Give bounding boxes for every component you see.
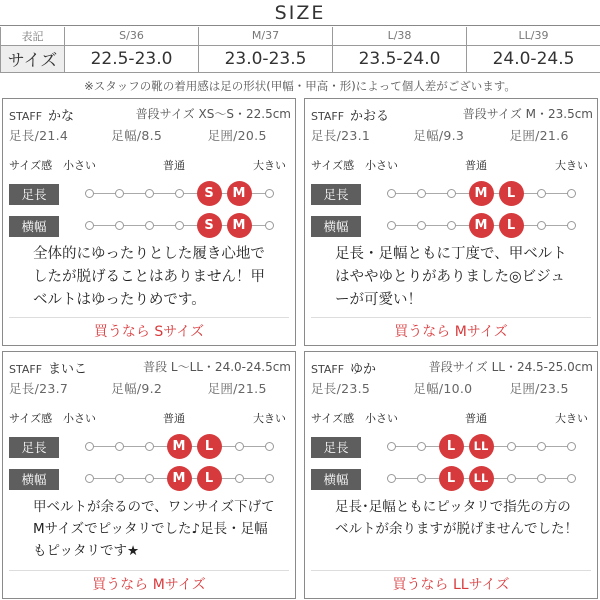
scale-big: 大きい — [555, 412, 588, 425]
scale-dot — [85, 189, 94, 198]
recommend-size: 買うなら Mサイズ — [92, 577, 206, 593]
staff-name: まいこ — [48, 362, 88, 377]
scale-dot — [265, 189, 274, 198]
scale-dot — [387, 442, 396, 451]
staff-tag: STAFF — [311, 363, 345, 376]
scale-title: サイズ感 — [9, 412, 53, 425]
size-mark: LL — [469, 434, 494, 459]
scale-big: 大きい — [253, 159, 286, 172]
size-mark: LL — [469, 466, 494, 491]
scale-mid: 普通 — [465, 412, 487, 425]
divider — [311, 317, 591, 318]
size-mark: L — [439, 466, 464, 491]
scale-title: サイズ感 — [9, 159, 53, 172]
staff-tag: STAFF — [9, 363, 43, 376]
foot-measurements — [311, 126, 593, 144]
scale-dot — [265, 442, 274, 451]
scale-header — [305, 157, 597, 173]
staff-comment: 甲ベルトが余るので、ワンサイズ下げてMサイズでピッタリでした♪足長・足幅もピッタリです★ — [33, 499, 275, 559]
size-code: M/37 — [199, 27, 333, 45]
foot-measurements — [9, 379, 291, 397]
scale-dot — [115, 442, 124, 451]
foot-width: 足幅/10.0 — [413, 381, 473, 396]
scale-dot — [85, 474, 94, 483]
staff-panel — [2, 98, 296, 346]
scale-dot — [115, 221, 124, 230]
recommend-size: 買うなら Sサイズ — [93, 324, 205, 340]
size-mark: M — [227, 213, 252, 238]
scale-dot — [85, 442, 94, 451]
divider — [9, 570, 289, 571]
width-scale — [3, 466, 295, 492]
size-code: S/36 — [65, 27, 199, 45]
staff-header — [311, 105, 593, 124]
size-range: 24.0-24.5 — [467, 45, 600, 72]
width-label: 横幅 — [311, 216, 361, 237]
scale-header — [305, 410, 597, 426]
scale-small: 小さい — [365, 159, 398, 172]
staff-comment: 足長・足幅ともに丁度で、甲ベルトはややゆとりがありました◎ビジューが可愛い！ — [335, 246, 567, 308]
staff-comment: 足長･足幅ともにピッタリで指先の方のベルトが余りますが脱げませんでした！ — [335, 499, 578, 537]
scale-small: 小さい — [63, 412, 96, 425]
usual-size: 普段サイズ XS〜S・22.5cm — [135, 107, 291, 121]
scale-dot — [115, 474, 124, 483]
foot-length: 足長/23.7 — [9, 381, 69, 396]
staff-name: かおる — [350, 109, 390, 124]
size-mark: L — [439, 434, 464, 459]
size-mark: M — [167, 466, 192, 491]
foot-width: 足幅/9.3 — [413, 128, 465, 143]
staff-header — [9, 105, 291, 124]
foot-width: 足幅/9.2 — [111, 381, 163, 396]
scale-dot — [265, 474, 274, 483]
divider — [311, 570, 591, 571]
usual-size: 普段サイズ M・23.5cm — [462, 107, 593, 121]
scale-small: 小さい — [365, 412, 398, 425]
size-table-row-label: サイズ — [1, 45, 65, 72]
scale-dot — [567, 442, 576, 451]
scale-dot — [567, 189, 576, 198]
size-table-value-row — [1, 45, 600, 72]
foot-length: 足長/23.5 — [311, 381, 371, 396]
scale-mid: 普通 — [465, 159, 487, 172]
width-label: 横幅 — [311, 469, 361, 490]
length-scale — [3, 181, 295, 207]
staff-name: かな — [48, 109, 75, 124]
scale-dot — [265, 221, 274, 230]
staff-header — [9, 358, 291, 377]
recommend-size: 買うなら Mサイズ — [394, 324, 508, 340]
size-mark: L — [197, 466, 222, 491]
width-scale — [3, 213, 295, 239]
usual-size: 普段 L〜LL・24.0-24.5cm — [143, 360, 291, 374]
foot-width: 足幅/8.5 — [111, 128, 163, 143]
width-scale — [305, 213, 597, 239]
scale-dot — [235, 474, 244, 483]
scale-dot — [537, 189, 546, 198]
scale-dot — [235, 442, 244, 451]
scale-dot — [507, 474, 516, 483]
scale-dot — [145, 221, 154, 230]
scale-dot — [145, 189, 154, 198]
length-label: 足長 — [9, 437, 59, 458]
staff-panel — [304, 351, 598, 599]
scale-dot — [387, 189, 396, 198]
staff-name: ゆか — [350, 362, 377, 377]
scale-header — [3, 410, 295, 426]
size-mark: L — [499, 213, 524, 238]
length-label: 足長 — [311, 184, 361, 205]
size-mark: M — [469, 213, 494, 238]
size-mark: M — [167, 434, 192, 459]
staff-comment: 全体的にゆったりとした履き心地でしたが脱げることはありません！甲ベルトはゆったりめです。 — [33, 246, 265, 308]
scale-header — [3, 157, 295, 173]
recommend-size: 買うなら LLサイズ — [392, 577, 510, 593]
foot-girth: 足囲/21.5 — [207, 381, 267, 396]
staff-panel — [2, 351, 296, 599]
scale-dot — [387, 221, 396, 230]
scale-dot — [417, 221, 426, 230]
scale-mid: 普通 — [163, 412, 185, 425]
scale-big: 大きい — [555, 159, 588, 172]
scale-small: 小さい — [63, 159, 96, 172]
scale-dot — [537, 442, 546, 451]
foot-measurements — [9, 126, 291, 144]
foot-measurements — [311, 379, 593, 397]
scale-dot — [417, 474, 426, 483]
size-table-header-row — [1, 27, 600, 45]
length-label: 足長 — [9, 184, 59, 205]
foot-length: 足長/21.4 — [9, 128, 69, 143]
staff-panel — [304, 98, 598, 346]
scale-dot — [387, 474, 396, 483]
scale-dot — [145, 442, 154, 451]
staff-tag: STAFF — [311, 110, 345, 123]
scale-dot — [447, 221, 456, 230]
size-mark: L — [499, 181, 524, 206]
scale-dot — [417, 189, 426, 198]
usual-size: 普段サイズ LL・24.5-25.0cm — [428, 360, 593, 374]
scale-dot — [537, 221, 546, 230]
staff-header — [311, 358, 593, 377]
scale-dot — [567, 474, 576, 483]
scale-dot — [175, 189, 184, 198]
scale-dot — [115, 189, 124, 198]
size-table — [0, 27, 600, 73]
divider — [9, 317, 289, 318]
width-label: 横幅 — [9, 469, 59, 490]
foot-length: 足長/23.1 — [311, 128, 371, 143]
size-range: 23.5-24.0 — [333, 45, 467, 72]
length-label: 足長 — [311, 437, 361, 458]
width-scale — [305, 466, 597, 492]
staff-tag: STAFF — [9, 110, 43, 123]
scale-mid: 普通 — [163, 159, 185, 172]
size-range: 23.0-23.5 — [199, 45, 333, 72]
scale-dot — [145, 474, 154, 483]
title-divider — [0, 25, 600, 26]
foot-girth: 足囲/20.5 — [207, 128, 267, 143]
size-code: L/38 — [333, 27, 467, 45]
scale-dot — [567, 221, 576, 230]
size-code: LL/39 — [467, 27, 600, 45]
foot-girth: 足囲/23.5 — [509, 381, 569, 396]
size-mark: S — [197, 213, 222, 238]
size-mark: M — [227, 181, 252, 206]
foot-girth: 足囲/21.6 — [509, 128, 569, 143]
scale-dot — [507, 442, 516, 451]
scale-title: サイズ感 — [311, 159, 355, 172]
scale-dot — [85, 221, 94, 230]
fit-note: ※スタッフの靴の着用感は足の形状(甲幅・甲高・形)によって個人差がございます。 — [84, 79, 516, 93]
size-mark: M — [469, 181, 494, 206]
page-title: SIZE — [274, 2, 326, 24]
size-mark: L — [197, 434, 222, 459]
length-scale — [305, 181, 597, 207]
scale-dot — [417, 442, 426, 451]
scale-big: 大きい — [253, 412, 286, 425]
length-scale — [305, 434, 597, 460]
width-label: 横幅 — [9, 216, 59, 237]
size-table-header-label: 表記 — [1, 27, 65, 45]
scale-dot — [175, 221, 184, 230]
size-range: 22.5-23.0 — [65, 45, 199, 72]
length-scale — [3, 434, 295, 460]
scale-dot — [447, 189, 456, 198]
scale-dot — [537, 474, 546, 483]
scale-title: サイズ感 — [311, 412, 355, 425]
size-mark: S — [197, 181, 222, 206]
